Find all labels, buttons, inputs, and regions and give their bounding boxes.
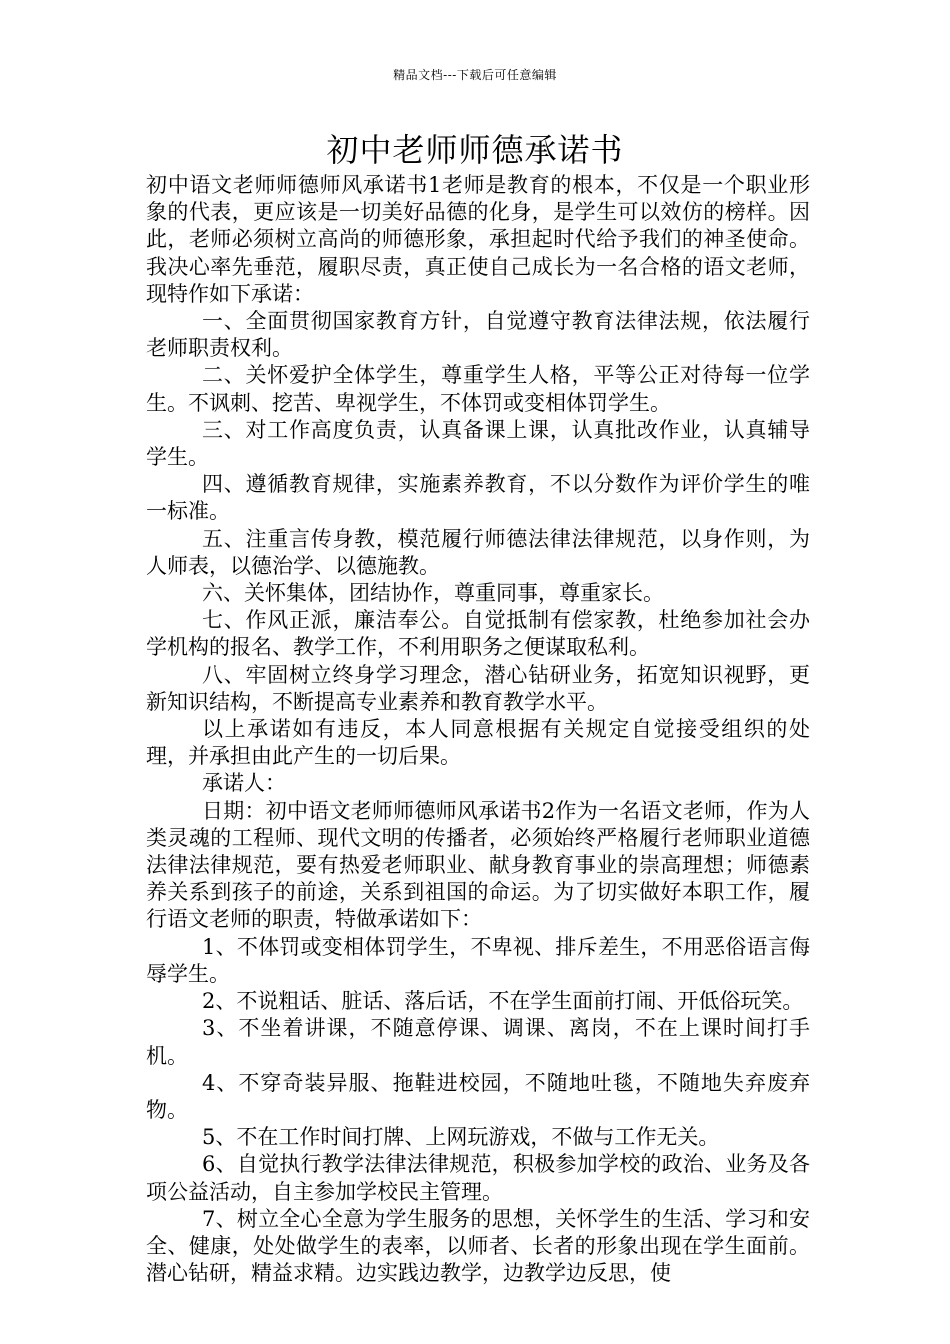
paragraph-7: 七、作风正派，廉洁奉公。自觉抵制有偿家教，杜绝参加社会办学机构的报名、教学工作，不利用职务之便谋取私利。 (146, 608, 810, 660)
document-body (146, 172, 810, 1287)
paragraph-17: 6、自觉执行教学法律法律规范，积极参加学校的政治、业务及各项公益活动，自主参加学校民主管理。 (146, 1152, 810, 1204)
paragraph-15: 4、不穿奇装异服、拖鞋进校园，不随地吐毯，不随地失弃废弃物。 (146, 1070, 810, 1122)
paragraph-13: 2、不说粗话、脏话、落后话，不在学生面前打闹、开低俗玩笑。 (202, 989, 804, 1014)
paragraph-0: 初中语文老师师德师风承诺书1老师是教育的根本，不仅是一个职业形象的代表，更应该是一切美好品德的化身，是学生可以效仿的榜样。因此，老师必须树立高尚的师德形象，承担起时代给予我们的神圣使命。我决心率先垂范，履职尽责，真正使自己成长为一名合格的语文老师，现特作如下承诺： (146, 173, 810, 306)
paragraph-6: 六、关怀集体，团结协作，尊重同事，尊重家长。 (202, 581, 664, 606)
paragraph-16: 5、不在工作时间打牌、上网玩游戏，不做与工作无关。 (202, 1125, 720, 1150)
document-title: 初中老师师德承诺书 (326, 131, 624, 169)
paragraph-18: 7、树立全心全意为学生服务的思想，关怀学生的生活、学习和安全、健康，处处做学生的表率，以师者、长者的形象出现在学生面前。潜心钻研，精益求精。边实践边教学，边教学边反思，使 (146, 1206, 810, 1286)
header-note: 精品文档---下载后可任意编辑 (393, 68, 557, 82)
paragraph-12: 1、不体罚或变相体罚学生，不卑视、排斥差生，不用恶俗语言侮辱学生。 (146, 934, 810, 986)
paragraph-9: 以上承诺如有违反，本人同意根据有关规定自觉接受组织的处理，并承担由此产生的一切后果。 (146, 717, 810, 769)
paragraph-5: 五、注重言传身教，模范履行师德法律法律规范，以身作则，为人师表，以德治学、以德施教。 (146, 526, 810, 578)
paragraph-11: 日期：初中语文老师师德师风承诺书2作为一名语文老师，作为人类灵魂的工程师、现代文明的传播者，必须始终严格履行老师职业道德法律法律规范，要有热爱老师职业、献身教育事业的崇高理想；师德素养关系到孩子的前途，关系到祖国的命运。为了切实做好本职工作，履行语文老师的职责，特做承诺如下： (146, 798, 810, 932)
paragraph-14: 3、不坐着讲课，不随意停课、调课、离岗，不在上课时间打手机。 (146, 1016, 810, 1068)
paragraph-10: 承诺人： (202, 771, 286, 796)
paragraph-2: 二、关怀爱护全体学生，尊重学生人格，平等公正对待每一位学生。不讽刺、挖苦、卑视学生，不体罚或变相体罚学生。 (146, 363, 810, 415)
paragraph-8: 八、牢固树立终身学习理念，潜心钻研业务，拓宽知识视野，更新知识结构，不断提高专业素养和教育教学水平。 (146, 662, 810, 714)
paragraph-1: 一、全面贯彻国家教育方针，自觉遵守教育法律法规，依法履行老师职责权利。 (146, 309, 810, 361)
paragraph-3: 三、对工作高度负责，认真备课上课，认真批改作业，认真辅导学生。 (146, 417, 810, 470)
paragraph-4: 四、遵循教育规律，实施素养教育，不以分数作为评价学生的唯一标准。 (146, 472, 810, 524)
